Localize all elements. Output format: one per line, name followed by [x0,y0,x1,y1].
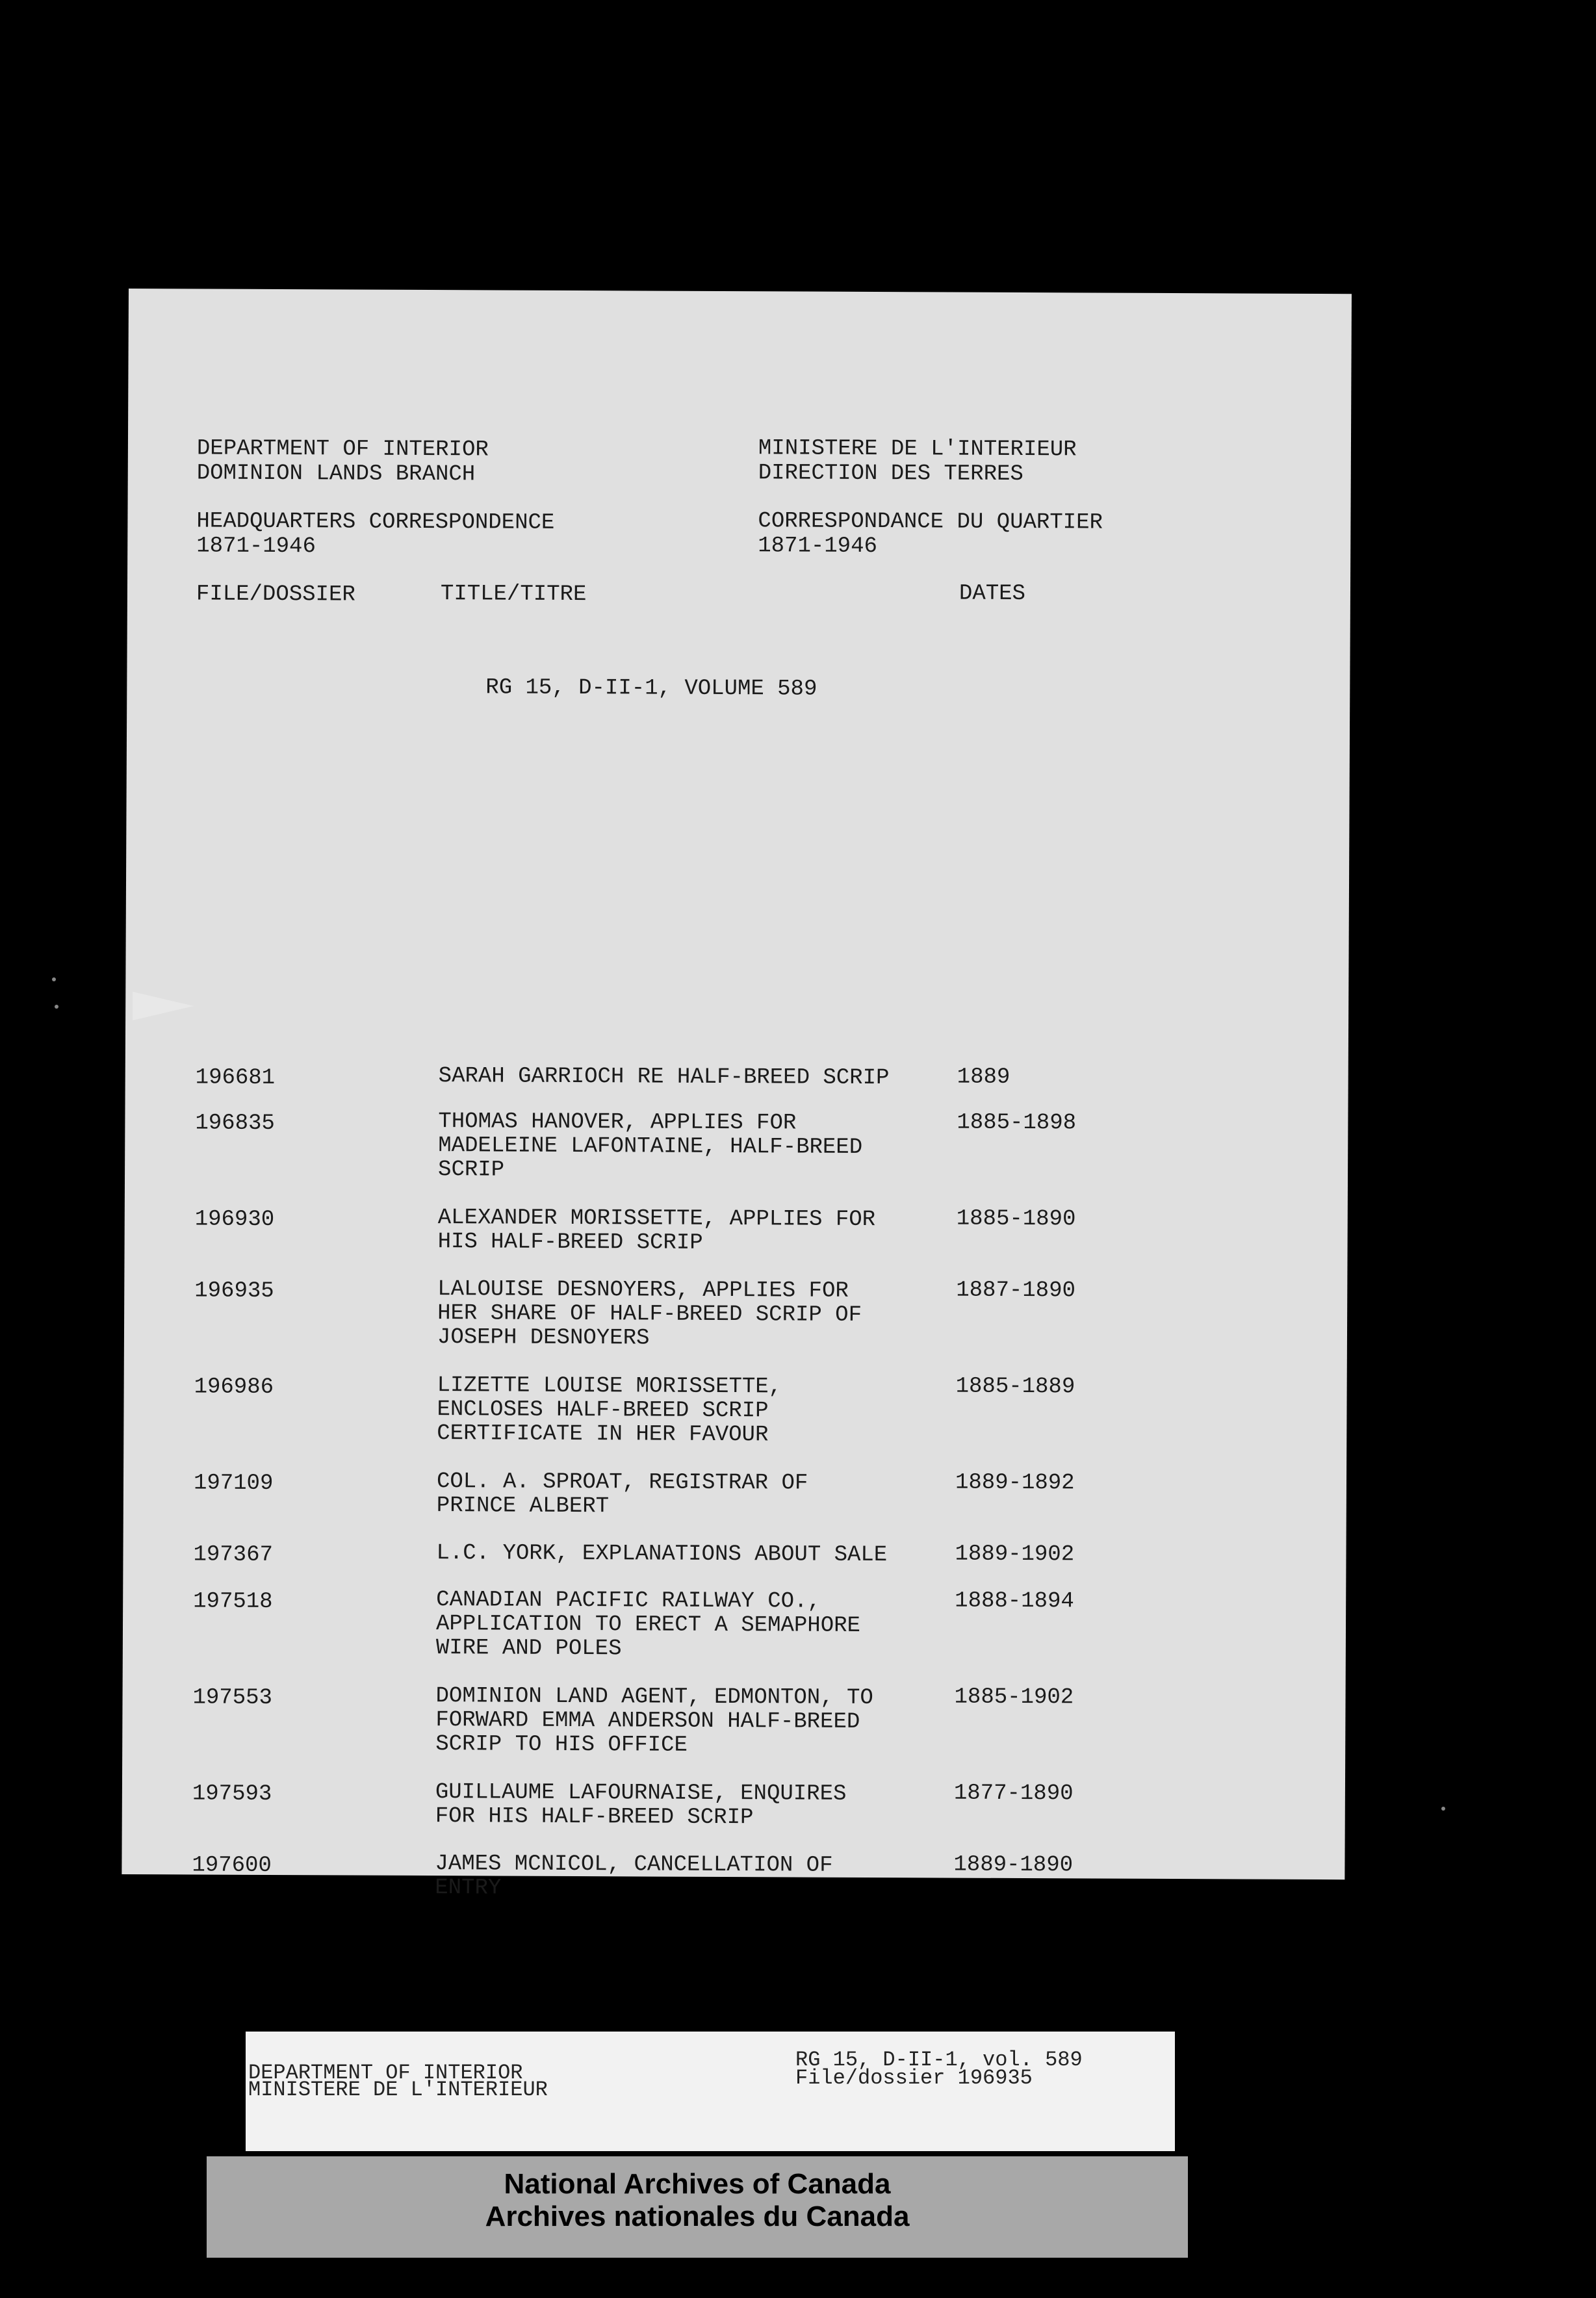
file-title: ALEXANDER MORISSETTE, APPLIES FOR HIS HALF-BREED SCRIP [437,1206,876,1256]
file-number: 196986 [194,1375,274,1400]
file-dates: 1887-1890 [956,1278,1076,1304]
file-dates: 1889-1892 [955,1470,1075,1496]
file-number: 197367 [193,1542,274,1568]
file-dates: 1885-1889 [955,1374,1075,1400]
file-number: 197109 [193,1471,274,1496]
file-title: L.C. YORK, EXPLANATIONS ABOUT SALE [436,1541,888,1568]
speck-mark [55,1005,58,1009]
archive-name-fr: Archives nationales du Canada [485,2201,910,2232]
header-correspondence-en: HEADQUARTERS CORRESPONDENCE [196,509,555,536]
file-dates: 1889-1890 [953,1852,1074,1878]
file-dates: 1889 [957,1065,1010,1090]
file-title: DOMINION LAND AGENT, EDMONTON, TO FORWARD EMMA ANDERSON HALF-BREED SCRIP TO HIS OFFICE [435,1684,873,1758]
file-title: GUILLAUME LAFOURNAISE, ENQUIRES FOR HIS HALF-BREED SCRIP [435,1780,847,1831]
volume-heading: RG 15, D-II-1, VOLUME 589 [485,675,817,702]
file-dates: 1877-1890 [953,1781,1074,1807]
file-number: 197593 [192,1781,272,1807]
column-header-title: TITLE/TITRE [440,582,587,608]
label-dept-fr: MINISTERE DE L'INTERIEUR [248,2078,548,2102]
file-dates: 1889-1902 [955,1542,1075,1568]
column-header-file: FILE/DOSSIER [196,582,355,608]
label-reference: RG 15, D-II-1, vol. 589 [795,2048,1083,2072]
file-title: LIZETTE LOUISE MORISSETTE, ENCLOSES HALF-BREED SCRIP CERTIFICATE IN HER FAVOUR [437,1373,782,1448]
label-file: File/dossier 196935 [795,2066,1033,2090]
speck-mark [1441,1807,1445,1811]
file-number: 197518 [193,1589,273,1614]
header-correspondence-fr: CORRESPONDANCE DU QUARTIER [758,509,1103,536]
file-number: 197553 [192,1685,273,1711]
header-years-fr: 1871-1946 [758,534,878,560]
header-dept-en: DEPARTMENT OF INTERIOR [196,436,489,463]
column-header-dates: DATES [959,581,1026,607]
header-years-en: 1871-1946 [196,534,316,560]
file-number: 196835 [195,1111,275,1136]
microfilm-label [246,2032,1175,2151]
file-title: CANADIAN PACIFIC RAILWAY CO., APPLICATION TO ERECT A SEMAPHORE WIRE AND POLES [435,1588,861,1662]
file-number: 196930 [194,1207,275,1232]
file-dates: 1885-1902 [954,1685,1074,1711]
file-title: SARAH GARRIOCH RE HALF-BREED SCRIP [438,1064,890,1091]
file-title: COL. A. SPROAT, REGISTRAR OF PRINCE ALBERT [436,1469,808,1519]
file-number: 197600 [192,1853,272,1878]
header-branch-fr: DIRECTION DES TERRES [758,461,1023,487]
file-title: THOMAS HANOVER, APPLIES FOR MADELEINE LAFONTAINE, HALF-BREED SCRIP [438,1109,863,1183]
label-dept-en: DEPARTMENT OF INTERIOR [248,2061,523,2085]
file-title: JAMES MCNICOL, CANCELLATION OF ENTRY [435,1852,833,1901]
file-dates: 1888-1894 [955,1588,1074,1614]
file-title: LALOUISE DESNOYERS, APPLIES FOR HER SHARE OF HALF-BREED SCRIP OF JOSEPH DESNOYERS [437,1277,862,1351]
file-dates: 1885-1890 [956,1206,1076,1232]
archive-banner [207,2156,1188,2258]
header-dept-fr: MINISTERE DE L'INTERIEUR [758,436,1077,463]
tab-arrow-icon [133,980,198,1032]
file-number: 196935 [194,1278,274,1304]
document-page [122,289,1352,1901]
header-branch-en: DOMINION LANDS BRANCH [196,461,476,487]
file-dates: 1885-1898 [957,1110,1077,1136]
speck-mark [52,977,56,981]
file-number: 196681 [195,1065,276,1091]
archive-name-en: National Archives of Canada [504,2168,891,2200]
